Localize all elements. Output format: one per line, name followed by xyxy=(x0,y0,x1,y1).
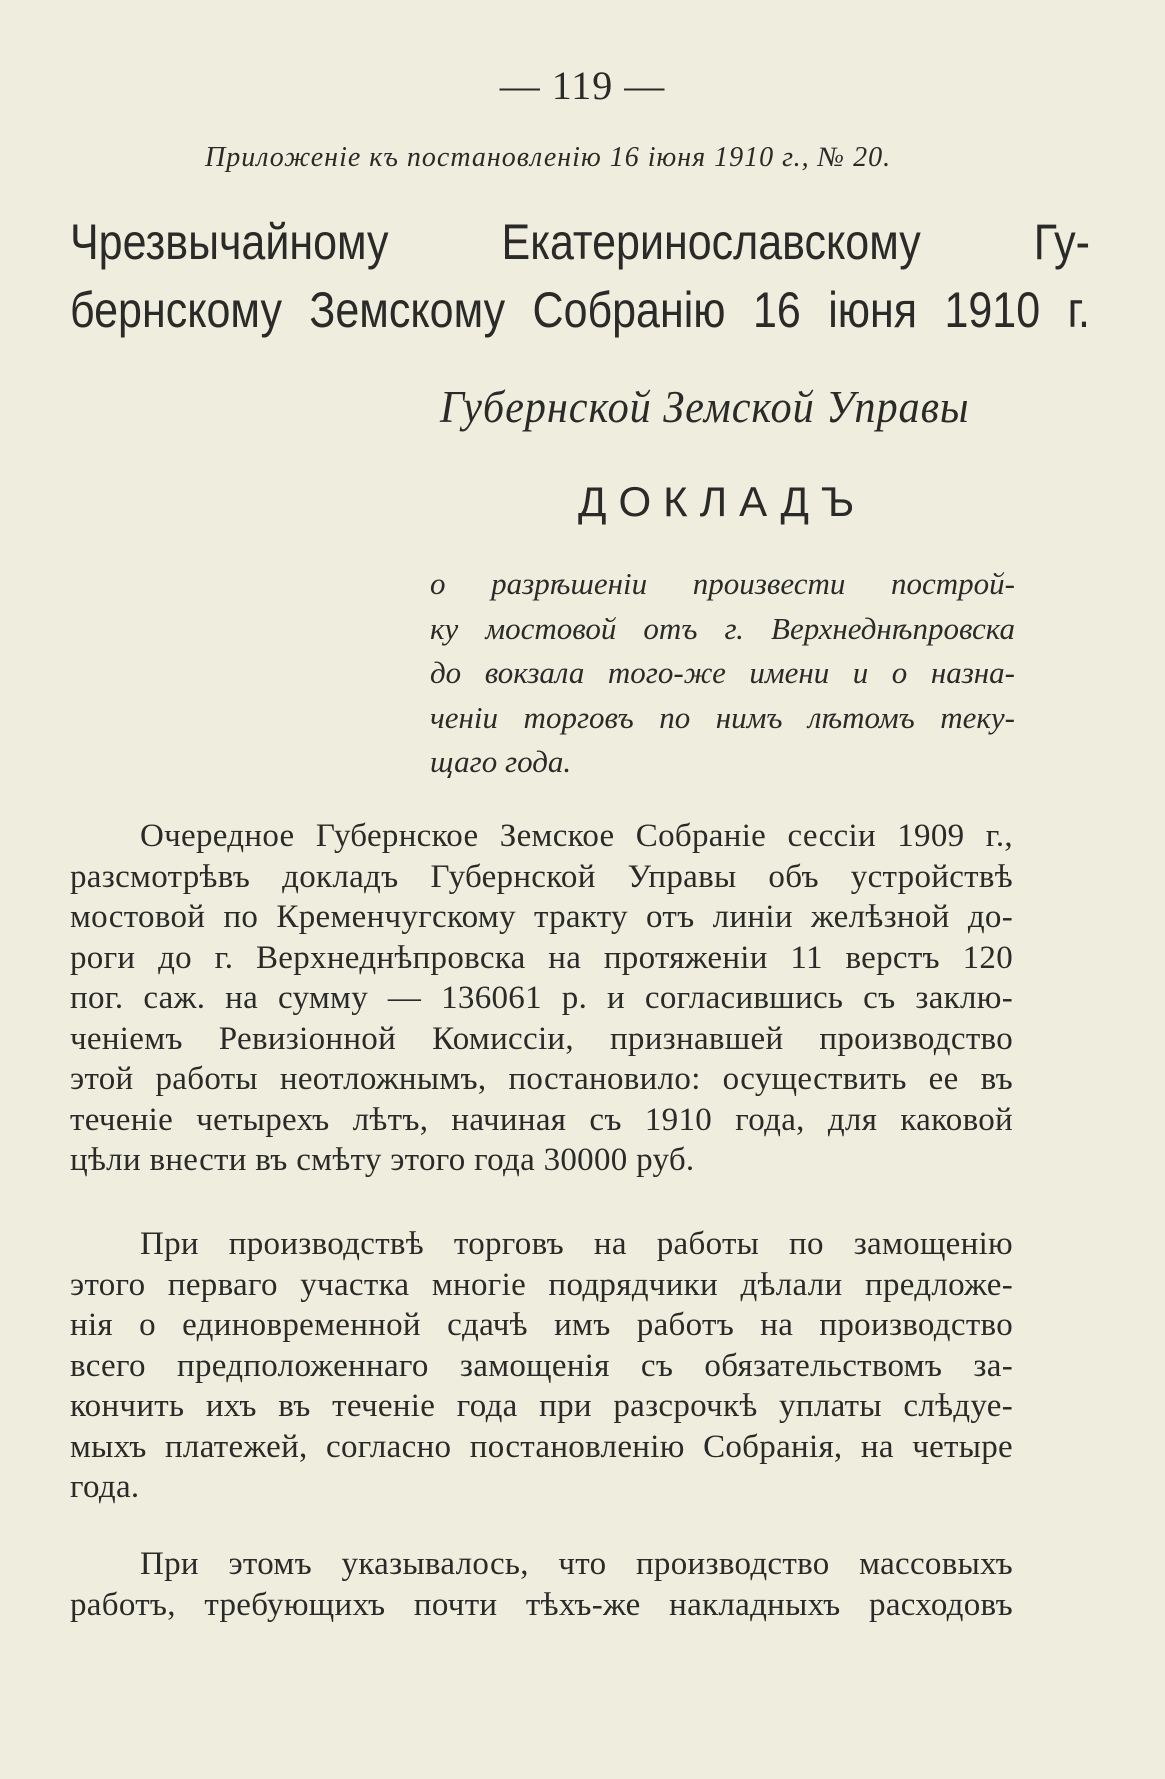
text-line: нія о единовременной сдачѣ имъ работъ на производство xyxy=(70,1307,1013,1343)
text-line: мостовой по Кременчугскому тракту отъ линіи желѣзной до- xyxy=(70,899,1013,935)
abstract-line: щаго года. xyxy=(430,744,572,779)
paragraph-3 xyxy=(70,1544,1013,1625)
abstract xyxy=(430,562,1015,785)
text-line: теченіе четырехъ лѣтъ, начиная съ 1910 года, для каковой xyxy=(70,1101,1013,1138)
text-line: Очередное Губернское Земское Собраніе сессіи 1909 г., xyxy=(140,818,1013,854)
text-line: При этомъ указывалось, что производство массовыхъ xyxy=(140,1546,1013,1582)
page-number: — 119 — xyxy=(499,63,666,108)
title-line: Чрезвычайному Екатеринославскому Гу- xyxy=(70,214,1090,270)
abstract-line: ченіи торговъ по нимъ лѣтомъ теку- xyxy=(430,699,1015,735)
text-line: года. xyxy=(70,1469,140,1505)
abstract-line: о разрѣшеніи произвести построй- xyxy=(430,566,1015,601)
text-line: При производствѣ торговъ на работы по замощенію xyxy=(140,1226,1013,1262)
text-line: кончить ихъ въ теченіе года при разсрочкѣ уплаты слѣдуе- xyxy=(70,1388,1013,1424)
text-line: роги до г. Верхнеднѣпровска на протяженіи 11 верстъ 120 xyxy=(70,939,1013,976)
abstract-line: ку мостовой отъ г. Верхнеднѣпровска xyxy=(430,610,1015,646)
text-line: ченіемъ Ревизіонной Комиссіи, признавшей производство xyxy=(70,1020,1013,1057)
paragraph-1 xyxy=(70,816,1013,1181)
text-line: этой работы неотложнымъ, постановило: осуществить ее въ xyxy=(70,1061,1013,1097)
text-line: цѣли внести въ смѣту этого года 30000 руб. xyxy=(70,1142,695,1178)
text-line: мыхъ платежей, согласно постановленію Собранія, на четыре xyxy=(70,1428,1013,1465)
paragraph-2 xyxy=(70,1224,1013,1508)
subtitle: Губернской Земской Управы xyxy=(440,381,970,432)
text-line: работъ, требующихъ почти тѣхъ-же накладныхъ расходовъ xyxy=(70,1586,1013,1623)
appendix-note: Приложеніе къ постановленію 16 іюня 1910 г., № 20. xyxy=(205,142,892,173)
abstract-line: до вокзала того-же имени и о назна- xyxy=(430,655,1015,690)
text-line: разсмотрѣвъ докладъ Губернской Управы объ устройствѣ xyxy=(70,858,1013,895)
document-title xyxy=(70,208,1090,344)
text-line: пог. саж. на сумму — 136061 р. и согласившись съ заклю- xyxy=(70,980,1013,1016)
heading: ДОКЛАДЪ xyxy=(578,478,867,525)
text-line: всего предположеннаго замощенія съ обязательствомъ за- xyxy=(70,1347,1013,1384)
text-line: этого перваго участка многіе подрядчики дѣлали предложе- xyxy=(70,1266,1013,1303)
title-line: бернскому Земскому Собранію 16 іюня 1910 г. xyxy=(70,282,1090,338)
